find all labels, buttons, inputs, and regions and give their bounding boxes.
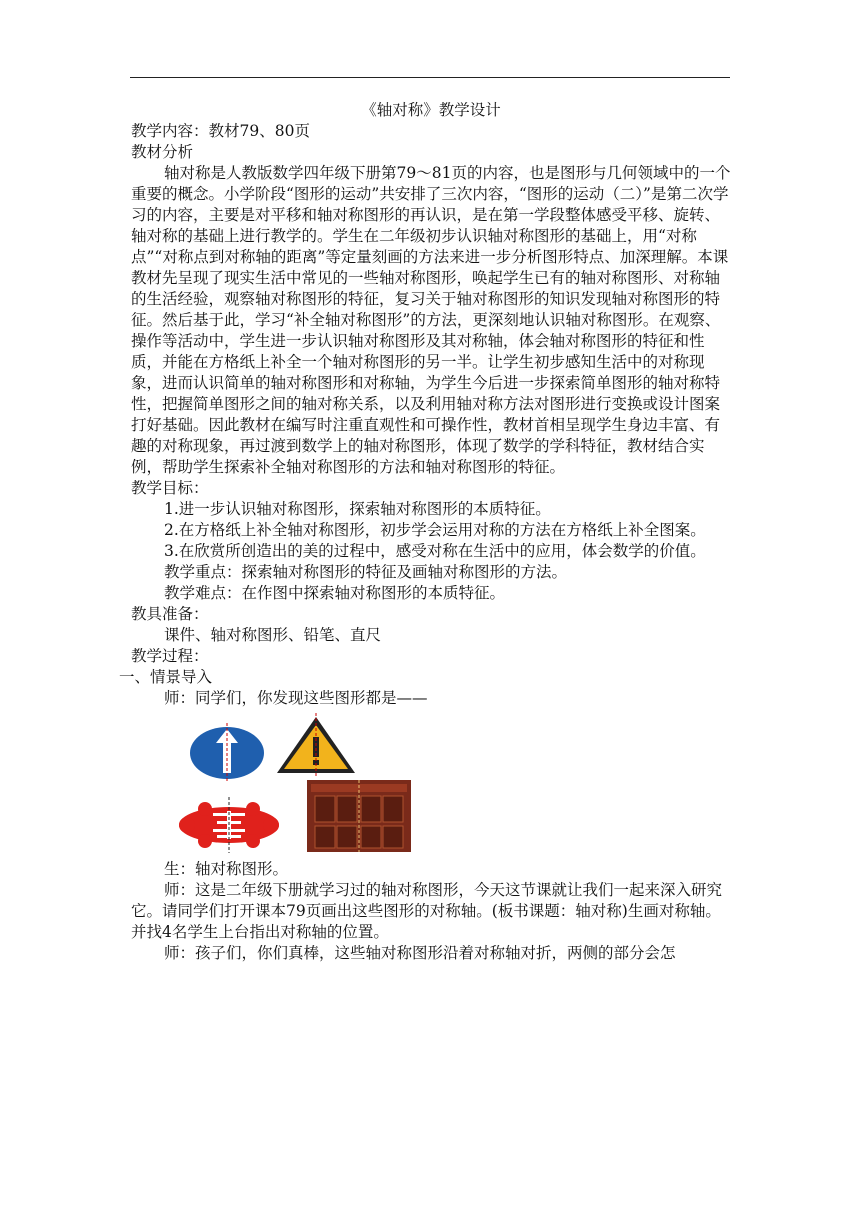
teacher-line-2: 师：这是二年级下册就学习过的轴对称图形，今天这节课就让我们一起来深入研究它。请同学们打开课本79页画出这些图形的对称轴。(板书课题：轴对称)生画对称轴。并找4名学生上台指出对称轴的位置。 <box>131 881 723 941</box>
section-1-heading: 一、情景导入 <box>119 668 213 686</box>
goal-item-2: 2.在方格纸上补全轴对称图形，初步学会运用对称的方法在方格纸上补全图案。 <box>164 521 706 539</box>
teacher-line-3: 师：孩子们，你们真棒，这些轴对称图形沿着对称轴对折，两侧的部分会怎 <box>164 944 676 962</box>
wooden-door-icon <box>307 780 411 852</box>
tools-list: 课件、轴对称图形、铅笔、直尺 <box>164 626 382 644</box>
analysis-heading: 教材分析 <box>131 143 194 161</box>
goals-heading: 教学目标： <box>131 479 209 497</box>
difficulty: 教学难点：在作图中探索轴对称图形的本质特征。 <box>164 584 506 602</box>
doc-title: 《轴对称》教学设计 <box>361 101 501 119</box>
paper-cut-icon <box>177 797 281 853</box>
warning-sign-icon <box>274 713 358 777</box>
teacher-line-1: 师：同学们，你发现这些图形都是—— <box>164 689 428 707</box>
symmetric-figures-image <box>131 713 731 855</box>
tools-heading: 教具准备： <box>131 605 209 623</box>
header-rule <box>130 77 730 78</box>
goal-item-3: 3.在欣赏所创造出的美的过程中，感受对称在生活中的应用，体会数学的价值。 <box>164 542 706 560</box>
analysis-paragraph: 轴对称是人教版数学四年级下册第79～81页的内容，也是图形与几何领域中的一个重要的概念。小学阶段“图形的运动”共安排了三次内容，“图形的运动（二）”是第二次学习的内容，主要是对平移和轴对称图形的再认识，是在第一学段整体感受平移、旋转、轴对称的基础上进行教学的。学生在二年级初步认识轴对称图形的基础上，用“对称点”“对称点到对称轴的距离”等定量刻画的方法来进一步分析图形特点、加深理解。本课教材先呈现了现实生活中常见的一些轴对称图形，唤起学生已有的轴对称图形、对称轴的生活经验，观察轴对称图形的特征，复习关于轴对称图形的知识发现轴对称图形的特征。然后基于此，学习“补全轴对称图形”的方法，更深刻地认识轴对称图形。在观察、操作等活动中，学生进一步认识轴对称图形及其对称轴，体会轴对称图形的特征和性质，并能在方格纸上补全一个轴对称图形的另一半。让学生初步感知生活中的对称现象，进而认识简单的轴对称图形和对称轴，为学生今后进一步探索简单图形的轴对称特性，把握简单图形之间的轴对称关系，以及利用轴对称方法对图形进行变换或设计图案打好基础。因此教材在编写时注重直观性和可操作性，教材首相呈现学生身边丰富、有趣的对称现象，再过渡到数学上的轴对称图形，体现了数学的学科特征，教材结合实例，帮助学生探索补全轴对称图形的方法和轴对称图形的特征。 <box>131 164 731 476</box>
student-line-1: 生：轴对称图形。 <box>164 860 289 878</box>
document-body <box>119 100 731 964</box>
road-sign-arrow-icon <box>189 723 265 783</box>
key-point: 教学重点：探索轴对称图形的特征及画轴对称图形的方法。 <box>164 563 568 581</box>
goal-item-1: 1.进一步认识轴对称图形，探索轴对称图形的本质特征。 <box>164 500 551 518</box>
process-heading: 教学过程： <box>131 647 209 665</box>
content-line: 教学内容：教材79、80页 <box>131 122 310 140</box>
